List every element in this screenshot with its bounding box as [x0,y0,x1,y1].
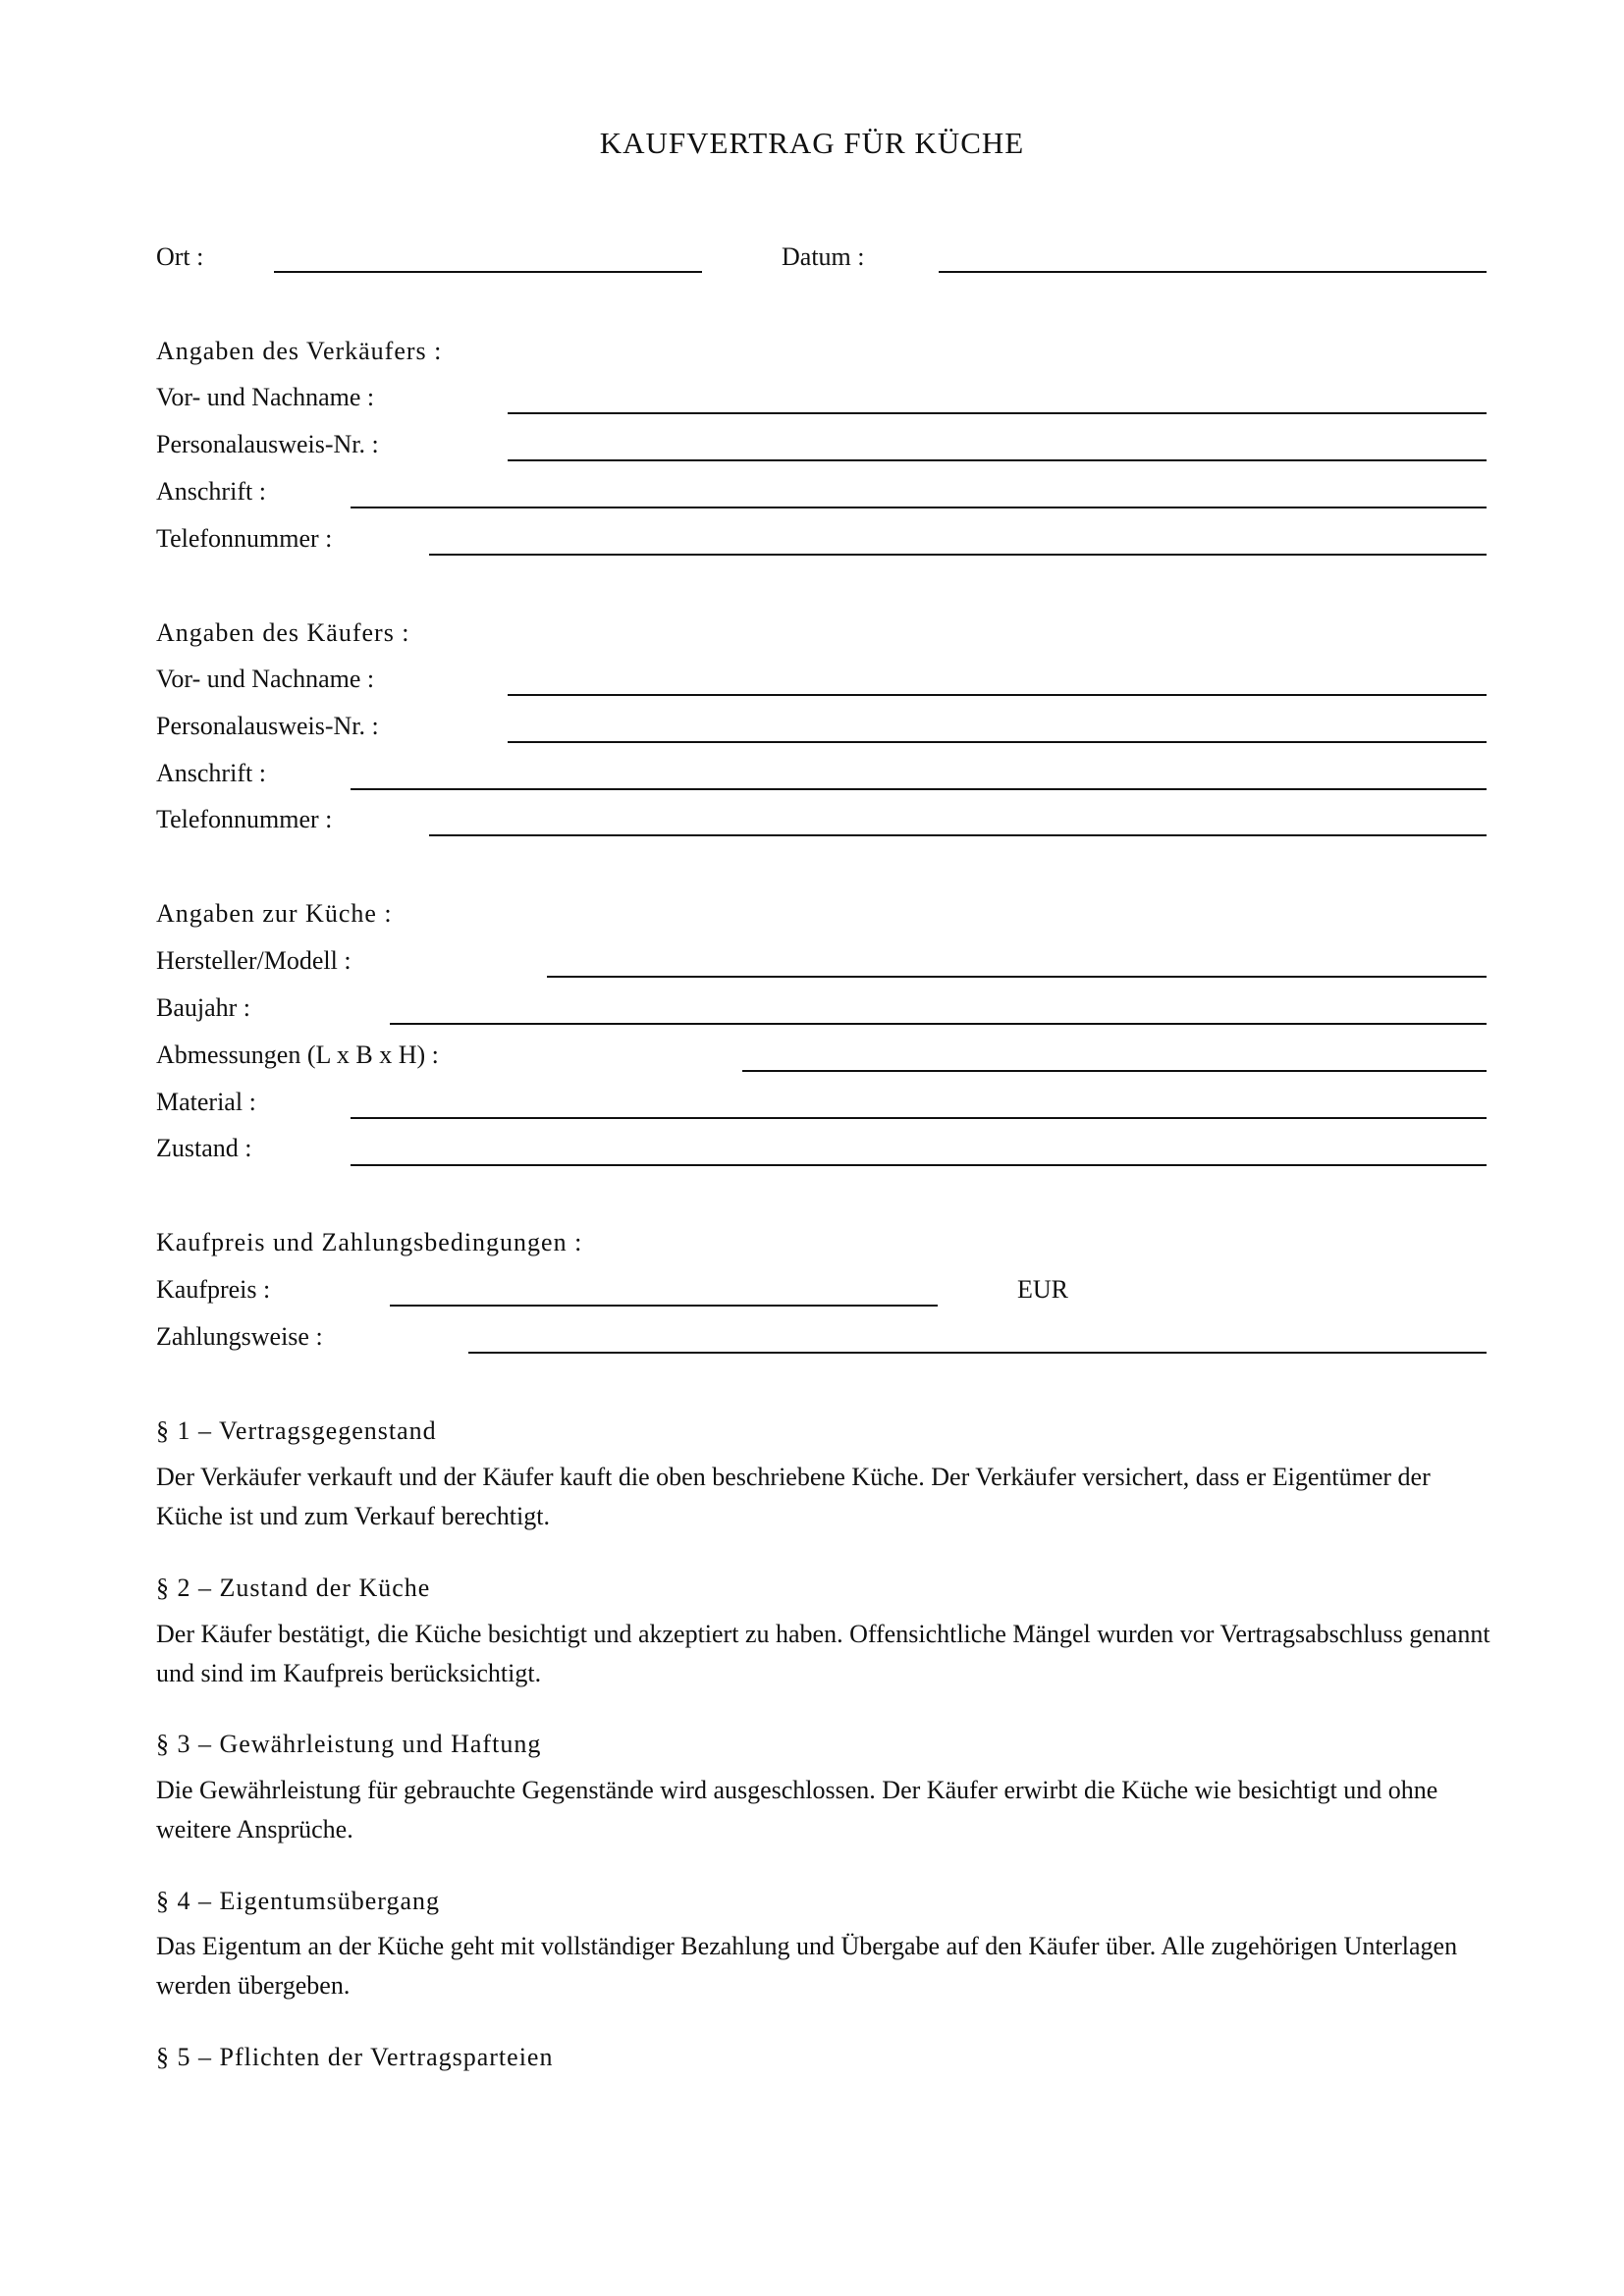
abmessungen-field[interactable] [742,1070,1487,1072]
zahlungsweise-label: Zahlungsweise : [156,1322,323,1351]
verkaeufer-telefon-field[interactable] [429,554,1487,556]
verkaeufer-anschrift-field[interactable] [351,507,1487,508]
ort-label: Ort : [156,242,204,271]
section-4-heading: § 4 – Eigentumsübergang [156,1887,440,1915]
datum-field[interactable] [939,271,1487,273]
material-field[interactable] [351,1117,1487,1119]
kaeufer-ausweis-label: Personalausweis-Nr. : [156,712,379,740]
zustand-field[interactable] [351,1164,1487,1166]
kaeufer-heading: Angaben des Käufers : [156,618,410,647]
verkaeufer-ausweis-field[interactable] [508,459,1487,461]
kaufpreis-heading: Kaufpreis und Zahlungsbedingungen : [156,1228,583,1256]
section-1-heading: § 1 – Vertragsgegenstand [156,1416,437,1445]
section-4-text: Das Eigentum an der Küche geht mit vollständiger Bezahlung und Übergabe auf den Käufer über. Alle zugehörigen Unterlagen werden übergeben. [156,1932,1458,2000]
kaeufer-telefon-field[interactable] [429,834,1487,836]
kaufpreis-label: Kaufpreis : [156,1275,271,1304]
baujahr-label: Baujahr : [156,993,251,1022]
section-3-heading: § 3 – Gewährleistung und Haftung [156,1730,542,1758]
kaufpreis-field[interactable] [390,1305,938,1307]
abmessungen-label: Abmessungen (L x B x H) : [156,1041,439,1069]
kaeufer-name-field[interactable] [508,694,1487,696]
verkaeufer-anschrift-label: Anschrift : [156,477,266,506]
zahlungsweise-field[interactable] [468,1352,1487,1354]
kaeufer-anschrift-label: Anschrift : [156,759,266,787]
kaeufer-telefon-label: Telefonnummer : [156,805,333,833]
section-3-text: Die Gewährleistung für gebrauchte Gegenstände wird ausgeschlossen. Der Käufer erwirbt die Küche wie besichtigt und ohne weitere Ansprüche. [156,1776,1438,1843]
kaeufer-ausweis-field[interactable] [508,741,1487,743]
material-label: Material : [156,1088,256,1116]
baujahr-field[interactable] [390,1023,1487,1025]
hersteller-field[interactable] [547,976,1487,978]
section-2-text: Der Käufer bestätigt, die Küche besichtigt und akzeptiert zu haben. Offensichtliche Mängel wurden vor Vertragsabschluss genannt und sind im Kaufpreis berücksichtigt. [156,1620,1490,1687]
ort-field[interactable] [274,271,702,273]
section-5-heading: § 5 – Pflichten der Vertragsparteien [156,2043,554,2071]
zustand-label: Zustand : [156,1134,252,1162]
verkaeufer-heading: Angaben des Verkäufers : [156,337,443,365]
verkaeufer-name-label: Vor- und Nachname : [156,383,375,411]
verkaeufer-name-field[interactable] [508,412,1487,414]
kaeufer-name-label: Vor- und Nachname : [156,665,375,693]
verkaeufer-ausweis-label: Personalausweis-Nr. : [156,430,379,458]
hersteller-label: Hersteller/Modell : [156,946,352,975]
kaeufer-anschrift-field[interactable] [351,788,1487,790]
datum-label: Datum : [782,242,865,271]
verkaeufer-telefon-label: Telefonnummer : [156,524,333,553]
kueche-heading: Angaben zur Küche : [156,899,393,928]
section-2-heading: § 2 – Zustand der Küche [156,1574,431,1602]
section-1-text: Der Verkäufer verkauft und der Käufer kauft die oben beschriebene Küche. Der Verkäufer versichert, dass er Eigentümer der Küche ist und zum Verkauf berechtigt. [156,1463,1431,1530]
document-title: KAUFVERTRAG FÜR KÜCHE [599,126,1025,160]
currency-label: EUR [1017,1275,1068,1304]
